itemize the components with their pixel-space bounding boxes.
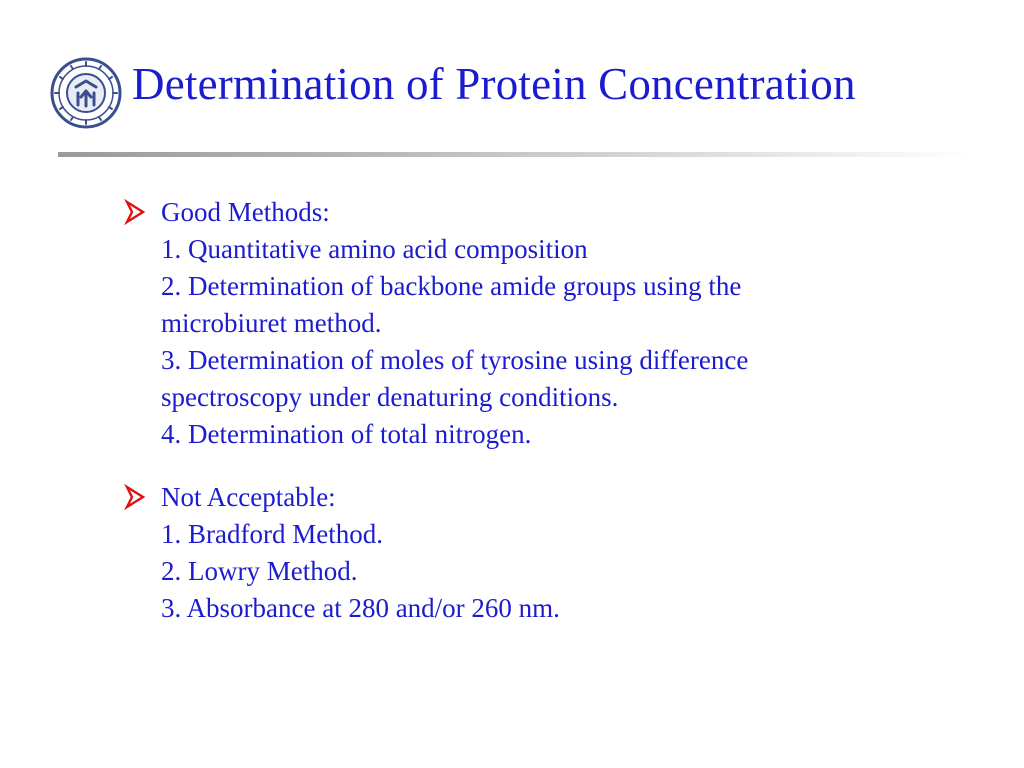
bullet-line: 3. Determination of moles of tyrosine using difference [161,345,749,375]
slide-content [124,194,944,653]
arrowhead-bullet-icon [124,484,146,510]
bullet-line: 3. Absorbance at 280 and/or 260 nm. [161,593,560,623]
bullet-heading: Not Acceptable: [161,482,336,512]
bullet-not-acceptable [124,479,944,627]
arrowhead-bullet-icon [124,199,146,225]
slide-title: Determination of Protein Concentration [132,59,856,109]
bullet-good-methods [124,194,944,453]
bullet-heading: Good Methods: [161,197,330,227]
title-divider [58,152,970,157]
bullet-line: 4. Determination of total nitrogen. [161,419,532,449]
bullet-line: spectroscopy under denaturing conditions. [161,382,619,412]
university-seal-icon [50,57,122,129]
bullet-line: 2. Lowry Method. [161,556,358,586]
bullet-line: 2. Determination of backbone amide groups using the [161,271,742,301]
bullet-line: microbiuret method. [161,308,382,338]
bullet-line: 1. Quantitative amino acid composition [161,234,588,264]
bullet-line: 1. Bradford Method. [161,519,383,549]
